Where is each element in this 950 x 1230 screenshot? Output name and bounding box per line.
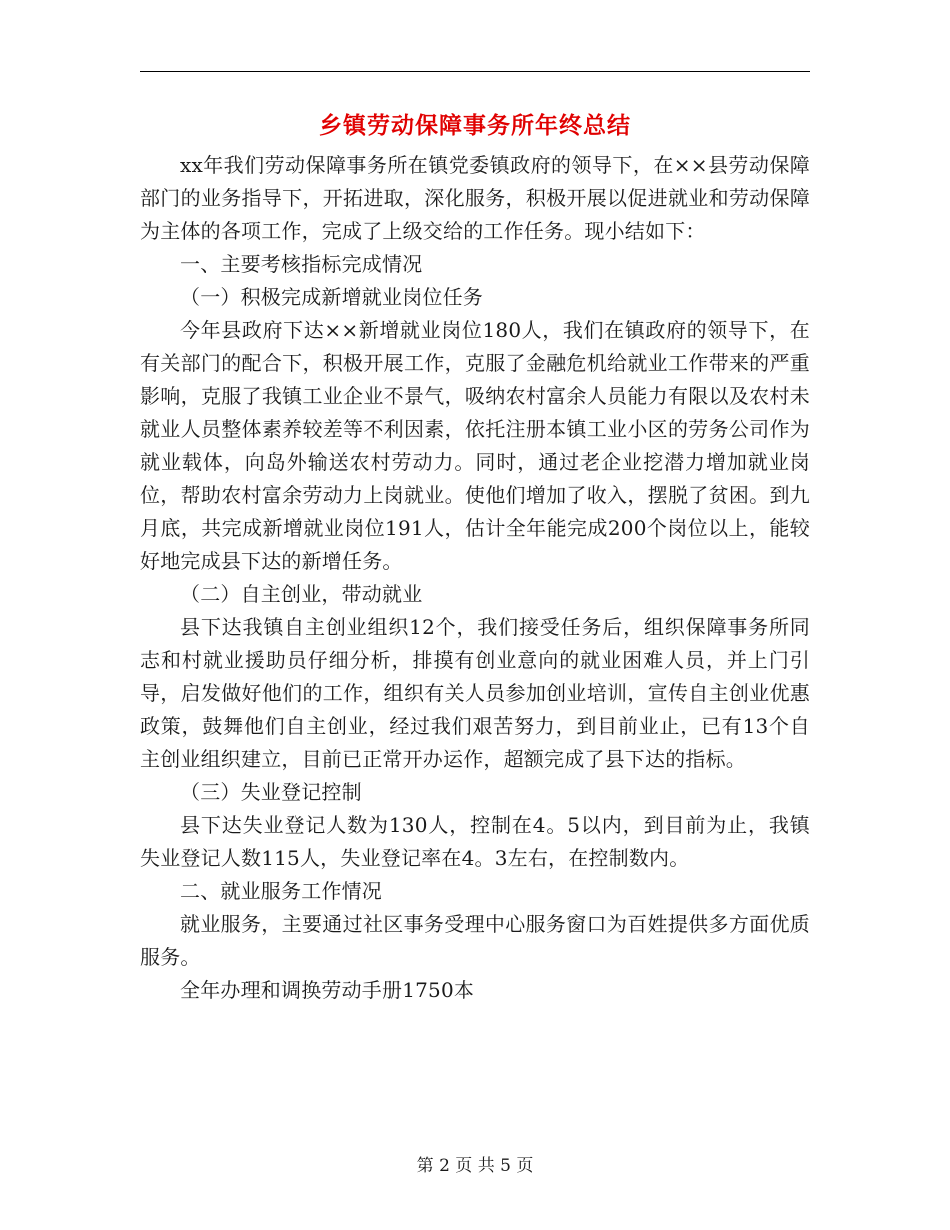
- subsection-heading-1: （一）积极完成新增就业岗位任务: [180, 285, 483, 309]
- paragraph-labor-handbook: 全年办理和调换劳动手册1750本: [180, 978, 475, 1002]
- paragraph-new-jobs: 今年县政府下达××新增就业岗位180人，我们在镇政府的领导下，在有关部门的配合下，积极开展工作，克服了金融危机给就业工作带来的严重影响，克服了我镇工业企业不景气，吸纳农村富余人员能力有限以及农村未就业人员整体素养较差等不利因素，依托注册本镇工业小区的劳务公司作为就业载体，向岛外输送农村劳动力。同时，通过老企业挖潜力增加就业岗位，帮助农村富余劳动力上岗就业。使他们增加了收入，摆脱了贫困。到九月底，共完成新增就业岗位191人，估计全年能完成200个岗位以上，能较好地完成县下达的新增任务。: [140, 318, 810, 573]
- document-body: [140, 149, 810, 1007]
- document-title: 乡镇劳动保障事务所年终总结: [319, 113, 631, 139]
- header-rule: [140, 71, 810, 72]
- page-number-footer: 第 2 页 共 5 页: [416, 1156, 534, 1176]
- paragraph-entrepreneurship: 县下达我镇自主创业组织12个，我们接受任务后，组织保障事务所同志和村就业援助员仔细分析，排摸有创业意向的就业困难人员，并上门引导，启发做好他们的工作，组织有关人员参加创业培训，宣传自主创业优惠政策，鼓舞他们自主创业，经过我们艰苦努力，到目前业止，已有13个自主创业组织建立，目前已正常开办运作，超额完成了县下达的指标。: [140, 615, 810, 771]
- paragraph-intro: xx年我们劳动保障事务所在镇党委镇政府的领导下，在××县劳动保障部门的业务指导下，开拓进取，深化服务，积极开展以促进就业和劳动保障为主体的各项工作，完成了上级交给的工作任务。现小结如下：: [140, 153, 810, 243]
- paragraph-unemployment: 县下达失业登记人数为130人，控制在4。5以内，到目前为止，我镇失业登记人数115人，失业登记率在4。3左右，在控制数内。: [140, 813, 810, 870]
- section-heading-1: 一、主要考核指标完成情况: [180, 252, 423, 276]
- subsection-heading-2: （二）自主创业，带动就业: [180, 582, 423, 606]
- subsection-heading-3: （三）失业登记控制: [180, 780, 362, 804]
- paragraph-services: 就业服务，主要通过社区事务受理中心服务窗口为百姓提供多方面优质服务。: [140, 912, 810, 969]
- section-heading-2: 二、就业服务工作情况: [180, 879, 382, 903]
